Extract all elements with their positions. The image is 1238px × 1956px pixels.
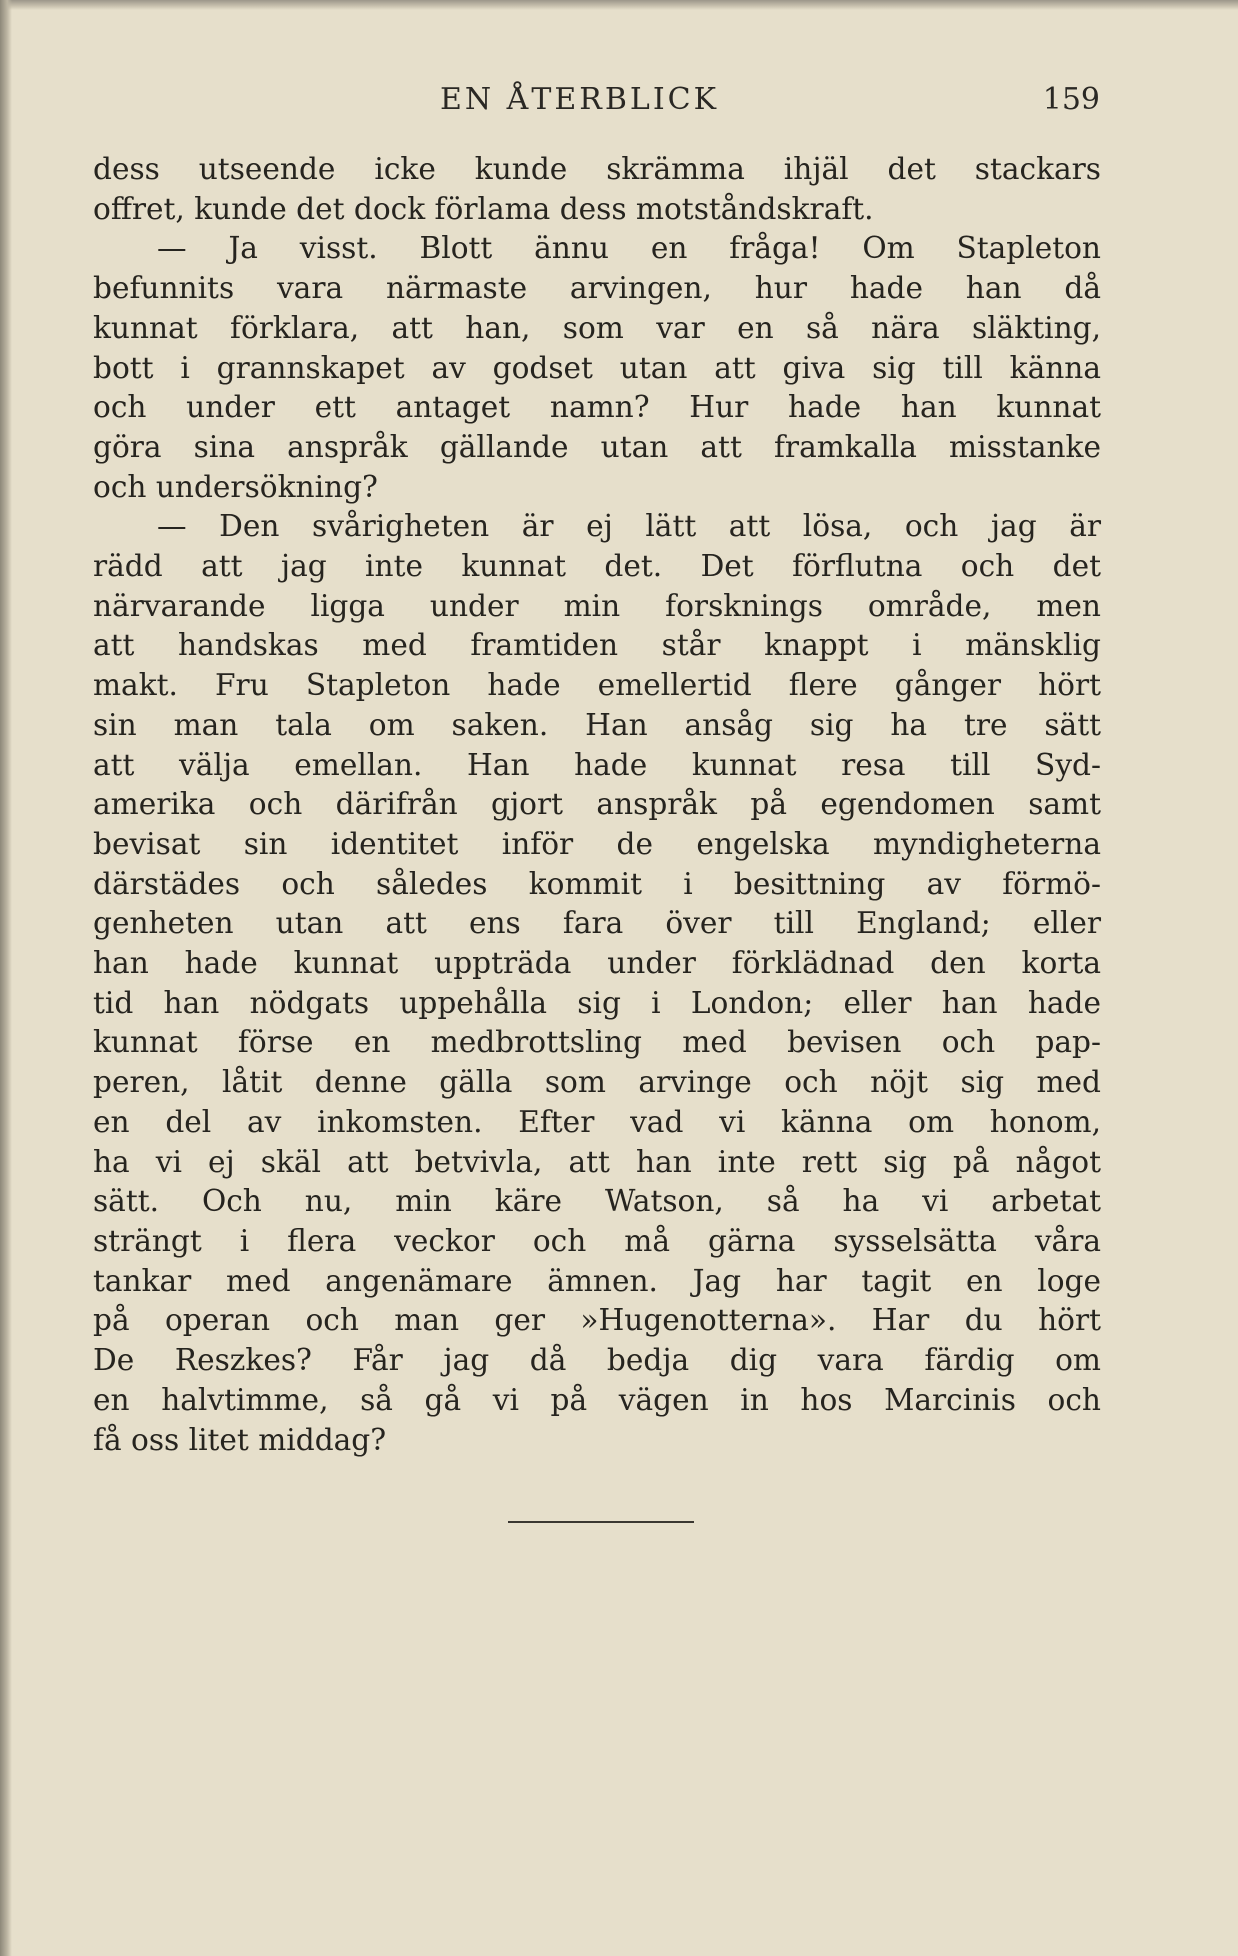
page-header (95, 82, 1100, 122)
text-line: närvarande ligga under min forsknings område, men (93, 588, 1101, 623)
text-line: — Ja visst. Blott ännu en fråga! Om Stapleton (157, 231, 1101, 266)
text-line: tid han nödgats uppehålla sig i London; eller han hade (93, 985, 1101, 1020)
text-line: han hade kunnat uppträda under förklädnad den korta (93, 946, 1101, 981)
chapter-end-rule (508, 1521, 694, 1523)
page-top-edge (0, 0, 1238, 10)
body-text (93, 150, 1101, 1460)
text-line: en halvtimme, så gå vi på vägen in hos Marcinis och (93, 1382, 1101, 1417)
text-line: få oss litet middag? (93, 1422, 387, 1457)
text-line: bott i grannskapet av godset utan att giva sig till känna (93, 350, 1101, 385)
page-number: 159 (1042, 82, 1100, 117)
text-line: en del av inkomsten. Efter vad vi känna om honom, (93, 1104, 1101, 1139)
page-binding-edge (0, 0, 12, 1956)
text-line: rädd att jag inte kunnat det. Det förflutna och det (93, 549, 1101, 584)
text-line: sätt. Och nu, min käre Watson, så ha vi arbetat (93, 1184, 1101, 1219)
text-line: dess utseende icke kunde skrämma ihjäl det stackars (93, 152, 1101, 186)
text-line: peren, låtit denne gälla som arvinge och nöjt sig med (93, 1065, 1101, 1100)
text-line: på operan och man ger »Hugenotterna». Har du hört (93, 1303, 1101, 1338)
text-line: — Den svårigheten är ej lätt att lösa, och jag är (157, 509, 1101, 544)
text-line: därstädes och således kommit i besittning av förmö- (93, 866, 1101, 901)
text-line: De Reszkes? Får jag då bedja dig vara färdig om (93, 1343, 1101, 1378)
text-line: amerika och därifrån gjort anspråk på egendomen samt (93, 787, 1101, 822)
text-line: och under ett antaget namn? Hur hade han kunnat (93, 390, 1101, 425)
text-line: makt. Fru Stapleton hade emellertid flere gånger hört (93, 668, 1101, 703)
text-line: strängt i flera veckor och må gärna sysselsätta våra (93, 1223, 1101, 1258)
text-line: bevisat sin identitet inför de engelska myndigheterna (93, 826, 1101, 861)
text-line: att handskas med framtiden står knappt i mänsklig (93, 628, 1101, 663)
text-line: och undersökning? (93, 469, 378, 504)
text-line: sin man tala om saken. Han ansåg sig ha tre sätt (93, 707, 1101, 742)
text-line: ha vi ej skäl att betvivla, att han inte rett sig på något (93, 1144, 1101, 1179)
text-line: göra sina anspråk gällande utan att framkalla misstanke (93, 429, 1101, 464)
text-line: befunnits vara närmaste arvingen, hur hade han då (93, 271, 1101, 306)
running-title: EN ÅTERBLICK (440, 82, 720, 117)
text-line: att välja emellan. Han hade kunnat resa till Syd- (93, 747, 1101, 782)
text-line: tankar med angenämare ämnen. Jag har tagit en loge (93, 1263, 1101, 1298)
text-line: kunnat förse en medbrottsling med bevisen och pap- (93, 1025, 1101, 1060)
text-line: kunnat förklara, att han, som var en så nära släkting, (93, 310, 1101, 345)
text-line: genheten utan att ens fara över till England; eller (93, 906, 1101, 941)
text-line: offret, kunde det dock förlama dess motståndskraft. (93, 191, 874, 226)
